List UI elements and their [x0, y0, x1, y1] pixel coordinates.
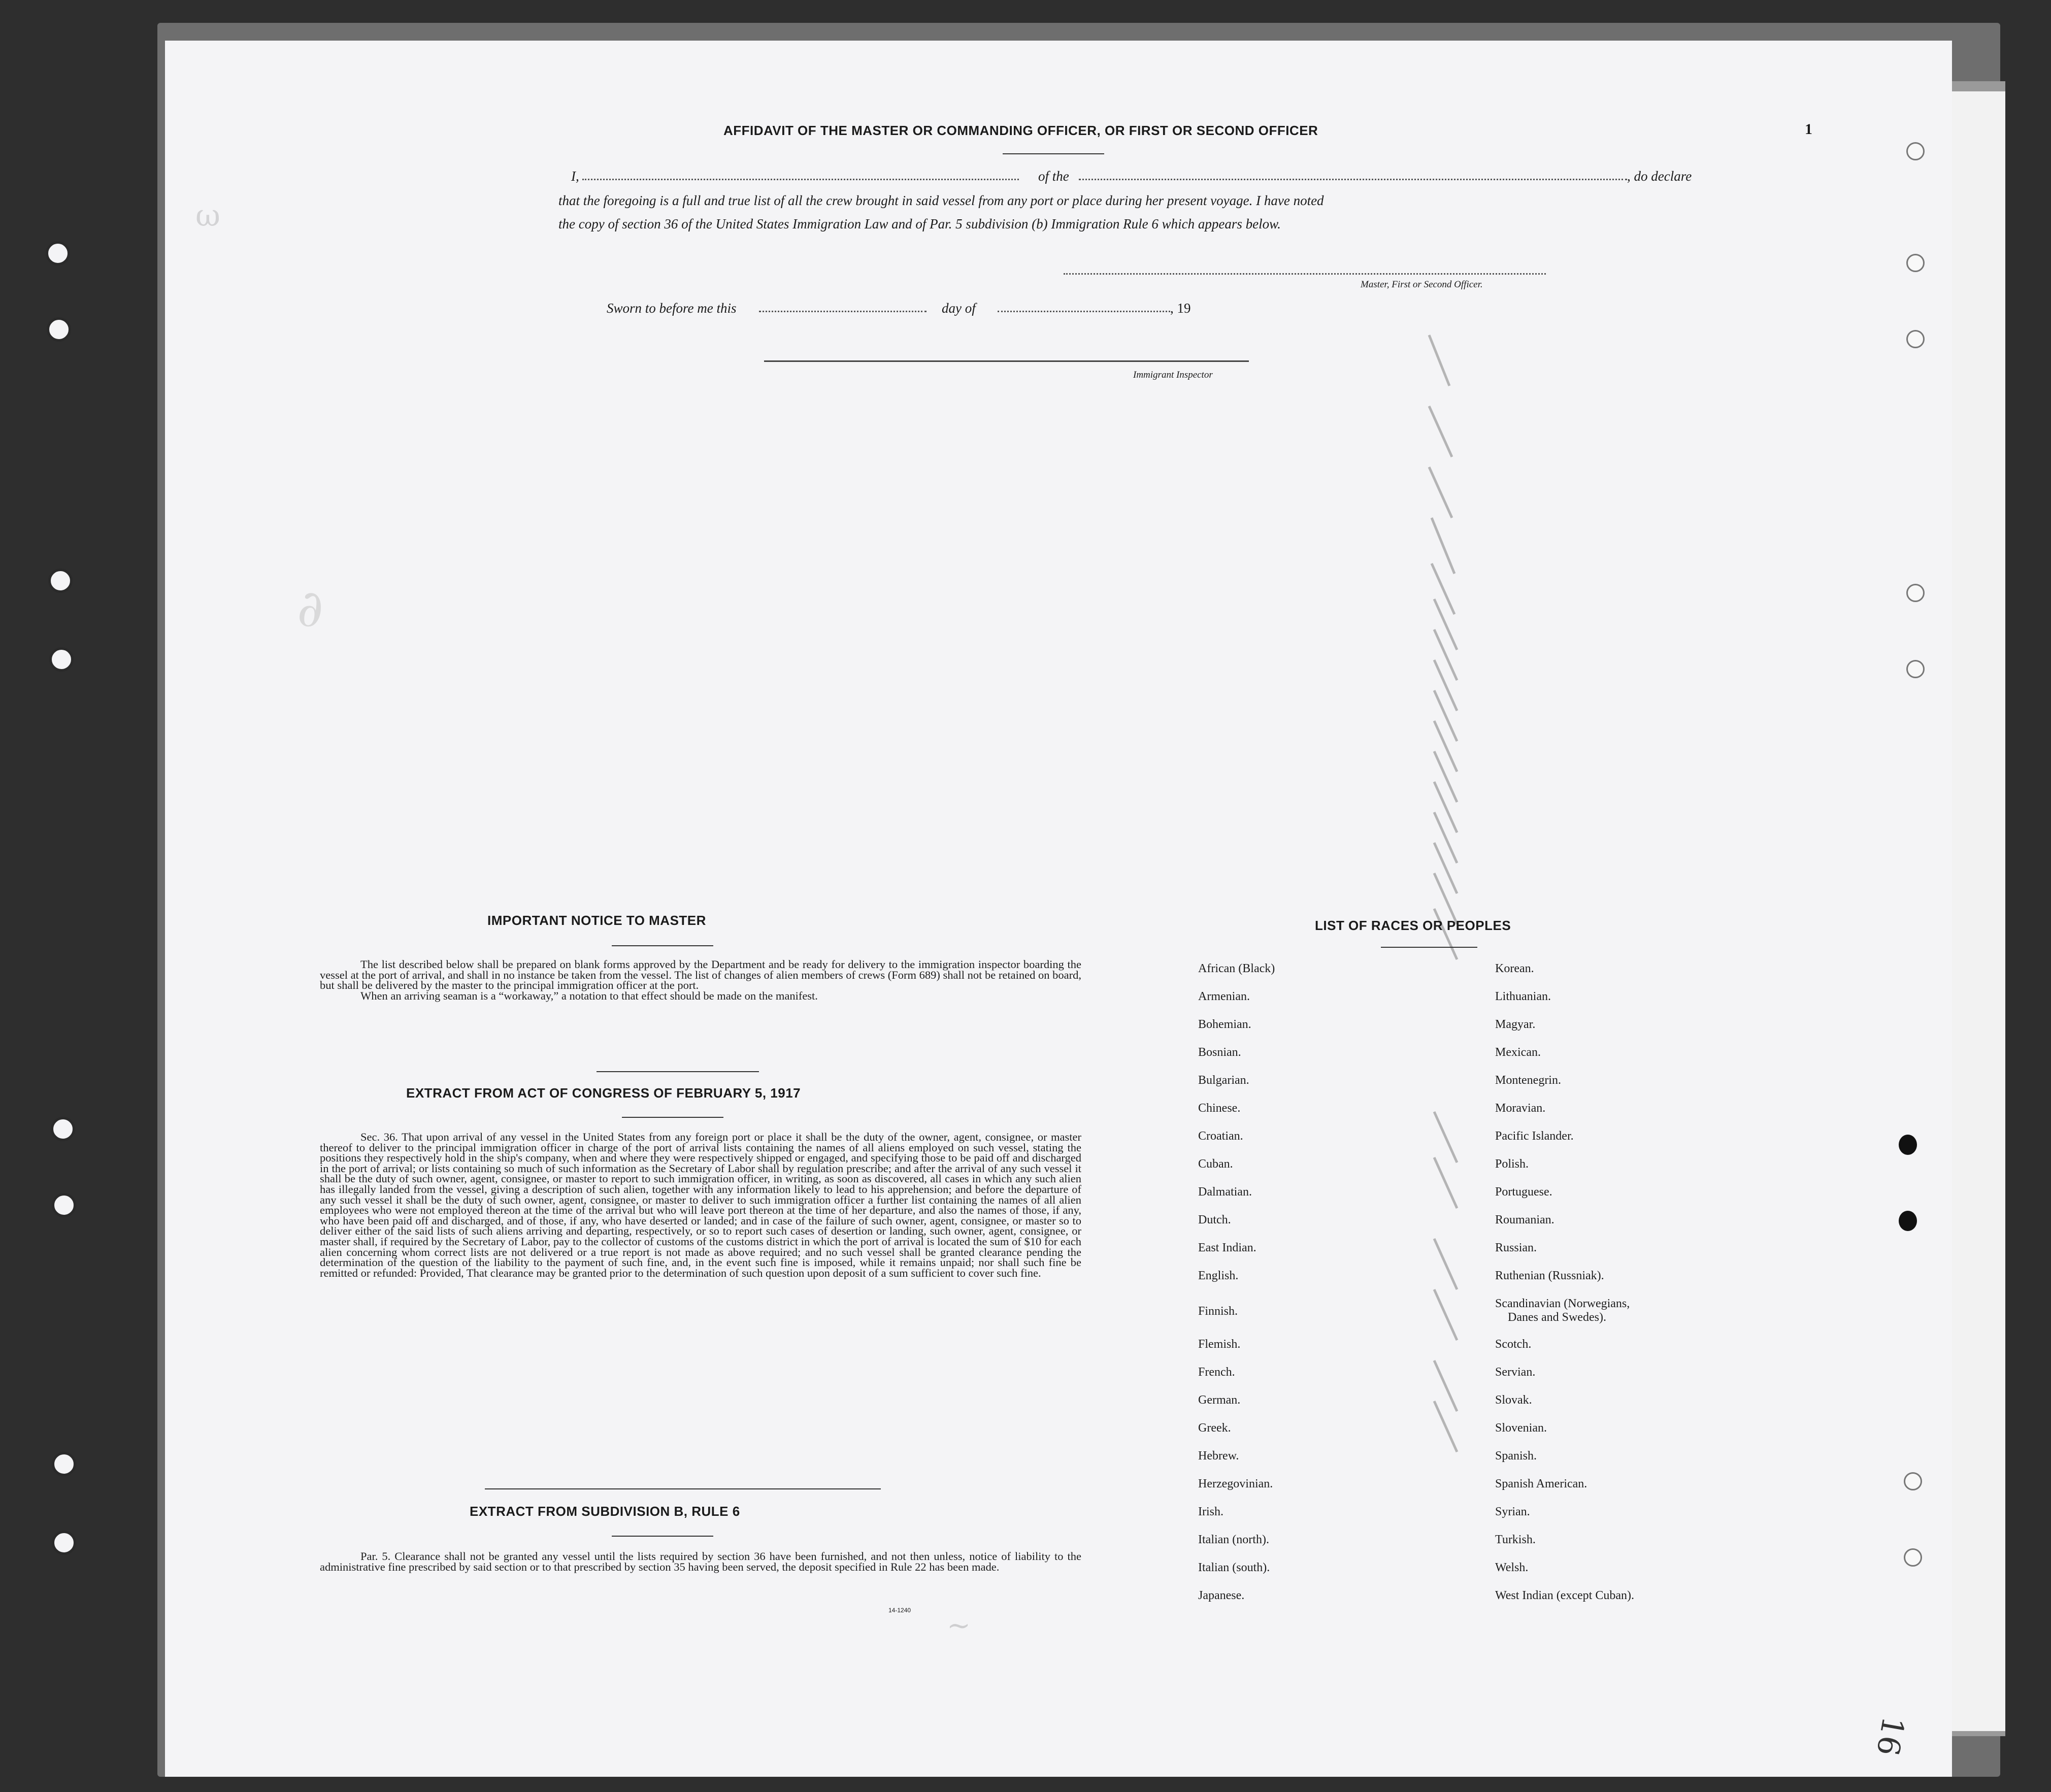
race-right: Servian. [1495, 1366, 1536, 1379]
binder-hole [1906, 254, 1925, 272]
race-right: Montenegrin. [1495, 1074, 1561, 1087]
binder-hole [1906, 330, 1925, 348]
race-left: Italian (north). [1198, 1533, 1269, 1546]
race-right: Korean. [1495, 962, 1534, 975]
race-right: Scotch. [1495, 1338, 1532, 1351]
race-right: Pacific Islander. [1495, 1130, 1574, 1143]
month-blank [998, 311, 1170, 312]
bleed-through-mark: ω [195, 198, 220, 234]
title-rule [1003, 153, 1104, 154]
race-right: Welsh. [1495, 1561, 1529, 1574]
extract-rule-body [320, 1551, 1081, 1572]
race-right: Scandinavian (Norwegians, [1495, 1297, 1630, 1310]
pencil-tick-marks [1409, 325, 1510, 1543]
affidavit-body-line1: that the foregoing is a full and true list of all the crew brought in said vessel from any port or place during her present voyage. I have noted [558, 193, 1324, 208]
race-left: African (Black) [1198, 962, 1275, 975]
notice-para-1: The list described below shall be prepared on blank forms approved by the Department and be ready for delivery to the immigration inspector boarding the vessel at the port of arrival, and shall in no instance be taken from the vessel. The list of changes of alien members of crews (Form 689) shall not be retained on board, but shall be delivered by the master to the principal immigration officer at the port. [320, 958, 1081, 992]
affidavit-of-the: of the [1038, 169, 1069, 184]
notice-title: IMPORTANT NOTICE TO MASTER [487, 913, 706, 928]
race-left: Herzegovinian. [1198, 1477, 1273, 1490]
affidavit-i-label: I, [571, 169, 579, 184]
race-left: Chinese. [1198, 1102, 1241, 1115]
race-right: Magyar. [1495, 1018, 1536, 1031]
race-left: Bohemian. [1198, 1018, 1251, 1031]
binder-hole [1906, 660, 1925, 678]
race-right: Spanish American. [1495, 1477, 1587, 1490]
race-left: Hebrew. [1198, 1449, 1239, 1463]
inspector-signature-line [764, 360, 1249, 362]
extract-act-title: EXTRACT FROM ACT OF CONGRESS OF FEBRUARY 5, 1917 [406, 1085, 801, 1101]
race-right: Danes and Swedes). [1508, 1311, 1606, 1324]
affidavit-do-declare: , do declare [1627, 169, 1692, 184]
race-right: Polish. [1495, 1157, 1529, 1171]
race-left: East Indian. [1198, 1241, 1256, 1254]
race-left: Cuban. [1198, 1157, 1233, 1171]
page-mark: 1 [1805, 121, 1812, 138]
extract-act-text: Sec. 36. That upon arrival of any vessel in the United States from any foreign port or place it shall be the duty of the owner, agent, consignee, or master thereof to deliver to the principal immigration officer in charge of the port of arrival lists containing the names of all aliens employed on such vessel, stating the positions they respectively hold in the ship's company, when and where they were respectively shipped or engaged, and specifying those to be paid off and discharged in the port of arrival; or lists containing so much of such information as the Secretary of Labor shall by regulation prescribe; and after the arrival of any such vessel it shall be the duty of such owner, agent, consignee, or master to report to such immigration officer, in writing, as soon as discovered, all cases in which any such alien has illegally landed from the vessel, giving a description of such alien, together with any information likely to lead to his apprehension; and before the departure of any such vessel it shall be the duty of such owner, agent, consignee, or master to deliver to such immigration officer a further list containing the names of all alien employees who were not employed thereon at the time of the arrival but who will leave port thereon at the time of her departure, and also the names of those, if any, who have been paid off and discharged, and of those, if any, who have deserted or landed; and in case of the failure of such owner, agent, consignee, or master so to deliver either of the said lists of such aliens arriving and departing, respectively, or so to report such cases of desertion or landing, such owner, agent, consignee, or master shall, if required by the Secretary of Labor, pay to the collector of customs of the customs district in which the port of arrival is located the sum of $10 for each alien concerning whom correct lists are not delivered or a true report is not made as above required; and no such vessel shall be granted clearance pending the determination of the question of the liability to the payment of such fine, and, in the event such fine is imposed, while it remains unpaid; nor shall such fine be remitted or refunded: Provided, That clearance may be granted prior to the determination of such question upon deposit of a sum sufficient to cover such fine. [320, 1131, 1081, 1279]
sworn-label: Sworn to before me this [607, 301, 737, 316]
section-rule [597, 1071, 759, 1072]
race-left: Irish. [1198, 1505, 1223, 1518]
race-right: Mexican. [1495, 1046, 1541, 1059]
extract-rule-title: EXTRACT FROM SUBDIVISION B, RULE 6 [470, 1504, 740, 1519]
binder-hole [1906, 584, 1925, 602]
faint-signature: ~ [947, 1609, 971, 1642]
race-left: Flemish. [1198, 1338, 1241, 1351]
race-left: Dalmatian. [1198, 1185, 1252, 1199]
race-left: Bosnian. [1198, 1046, 1241, 1059]
binder-hole [46, 241, 70, 266]
binder-hole [49, 647, 74, 672]
race-left: Italian (south). [1198, 1561, 1270, 1574]
notice-rule [612, 945, 713, 946]
race-left: Finnish. [1198, 1305, 1238, 1318]
race-right: West Indian (except Cuban). [1495, 1589, 1634, 1602]
binder-hole [1904, 1472, 1922, 1490]
form-number: 14-1240 [888, 1607, 911, 1614]
race-left: Dutch. [1198, 1213, 1231, 1226]
manifest-page [165, 41, 1952, 1777]
race-right: Slovenian. [1495, 1421, 1547, 1435]
binder-hole [51, 1117, 75, 1141]
race-right: Slovak. [1495, 1393, 1532, 1407]
section-rule [485, 1488, 881, 1489]
binder-hole [1904, 1548, 1922, 1567]
race-left: Japanese. [1198, 1589, 1245, 1602]
affidavit-body-line2: the copy of section 36 of the United States Immigration Law and of Par. 5 subdivision (b) Immigration Rule 6 which appears below. [558, 216, 1281, 231]
binder-hole [48, 569, 73, 593]
race-right: Roumanian. [1495, 1213, 1554, 1226]
binder-hole [1899, 1211, 1917, 1231]
extract-act-rule [622, 1117, 723, 1118]
officer-caption: Master, First or Second Officer. [1361, 279, 1483, 290]
name-blank [582, 179, 1019, 180]
notice-para-2: When an arriving seaman is a “workaway,” a notation to that effect should be made on the manifest. [360, 989, 818, 1002]
race-right: Moravian. [1495, 1102, 1546, 1115]
race-right: Lithuanian. [1495, 990, 1551, 1003]
corner-number: 16 [1869, 1714, 1911, 1758]
extract-rule-rule [612, 1536, 713, 1537]
races-title: LIST OF RACES OR PEOPLES [1315, 918, 1511, 933]
officer-signature-blank [1064, 273, 1546, 275]
back-sheet-edge-light [1949, 91, 2005, 1731]
race-left: Croatian. [1198, 1130, 1243, 1143]
bleed-through-mark: ∂ [297, 579, 323, 638]
affidavit-title: AFFIDAVIT OF THE MASTER OR COMMANDING OFFICER, OR FIRST OR SECOND OFFICER [723, 123, 1318, 138]
race-right: Syrian. [1495, 1505, 1530, 1518]
binder-hole [52, 1531, 76, 1555]
year-prefix: , 19 [1170, 301, 1191, 316]
notice-body [320, 959, 1081, 1001]
race-left: French. [1198, 1366, 1235, 1379]
race-left: Bulgarian. [1198, 1074, 1249, 1087]
race-right: Russian. [1495, 1241, 1537, 1254]
race-left: Armenian. [1198, 990, 1250, 1003]
day-of-label: day of [942, 301, 976, 316]
race-left: German. [1198, 1393, 1241, 1407]
race-right: Portuguese. [1495, 1185, 1552, 1199]
extract-act-body [320, 1132, 1081, 1278]
race-left: Greek. [1198, 1421, 1231, 1435]
races-rule [1381, 947, 1477, 948]
binder-hole [1906, 142, 1925, 160]
race-right: Spanish. [1495, 1449, 1537, 1463]
race-right: Ruthenian (Russniak). [1495, 1269, 1604, 1282]
inspector-caption: Immigrant Inspector [1133, 370, 1213, 380]
binder-hole [1899, 1135, 1917, 1155]
binder-hole [47, 317, 71, 342]
binder-hole [52, 1452, 76, 1476]
day-blank [759, 311, 927, 312]
vessel-blank [1079, 179, 1627, 180]
race-right: Turkish. [1495, 1533, 1536, 1546]
binder-hole [52, 1193, 76, 1217]
race-left: English. [1198, 1269, 1239, 1282]
extract-rule-text: Par. 5. Clearance shall not be granted any vessel until the lists required by section 36 have been furnished, and not then unless, notice of liability to the administrative fine prescribed by said section or to that prescribed by section 35 having been served, the deposit specified in Rule 22 has been made. [320, 1550, 1081, 1573]
